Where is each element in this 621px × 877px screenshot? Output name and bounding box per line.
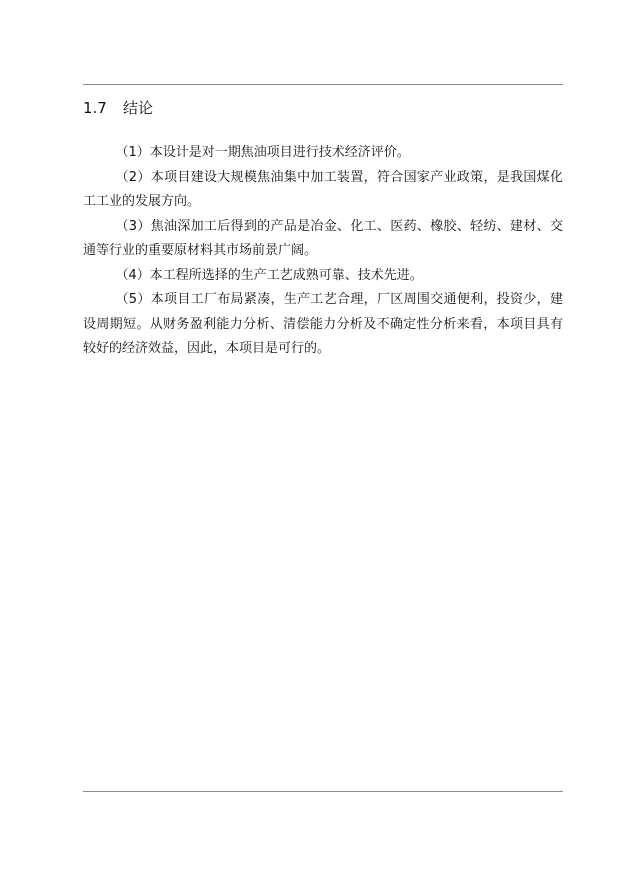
conclusion-body: [83, 141, 563, 362]
paragraph-3: （3）焦油深加工后得到的产品是冶金、化工、医药、橡胶、轻纺、建材、交通等行业的重要原材料其市场前景广阔。: [83, 218, 563, 258]
paragraph-2: （2）本项目建设大规模焦油集中加工装置，符合国家产业政策，是我国煤化工工业的发展方向。: [83, 169, 563, 209]
section-number: 1.7: [83, 99, 107, 117]
footer-rule: [83, 791, 563, 792]
paragraph-1: （1）本设计是对一期焦油项目进行技术经济评价。: [115, 145, 410, 160]
section-heading: [83, 97, 153, 119]
section-title: 结论: [123, 99, 154, 117]
paragraph-4: （4）本工程所选择的生产工艺成熟可靠、技术先进。: [115, 267, 423, 283]
paragraph-5: （5）本项目工厂布局紧凑，生产工艺合理，厂区周围交通便利，投资少，建设周期短。从财务盈利能力分析、清偿能力分析及不确定性分析来看，本项目具有较好的经济效益，因此，本项目是可行的。: [83, 292, 563, 356]
header-rule: [83, 84, 563, 85]
